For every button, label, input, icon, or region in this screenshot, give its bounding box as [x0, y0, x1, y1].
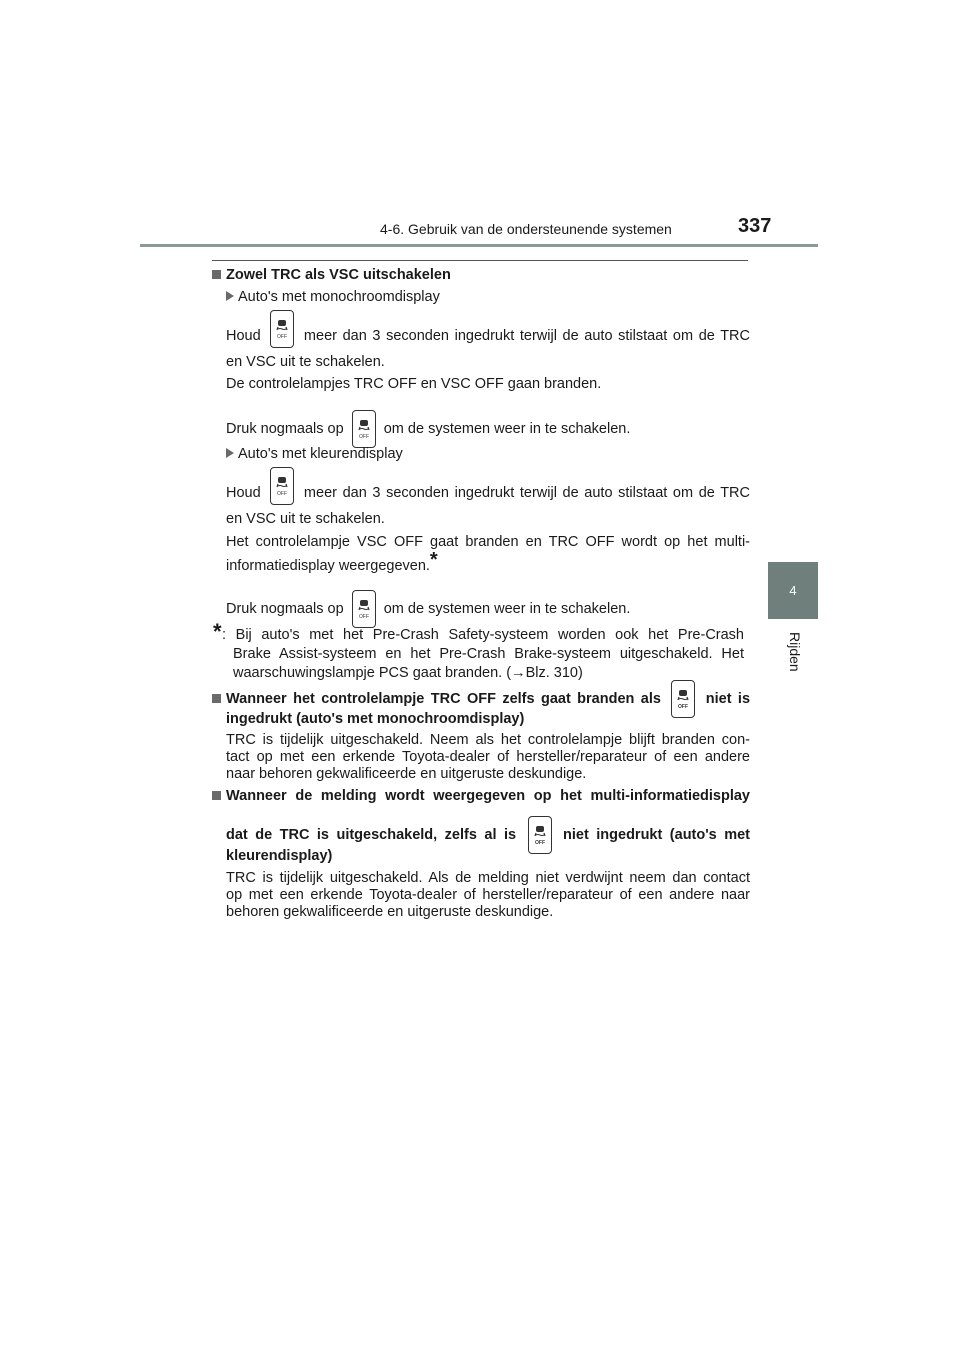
triangle-bullet-icon [226, 291, 234, 301]
footnote-marker: * [429, 549, 438, 571]
svg-text:OFF: OFF [358, 434, 369, 440]
section-heading-cont: dat de TRC is uitgeschakeld, zelfs al is OFF niet ingedrukt (auto's met [226, 816, 750, 854]
svg-text:OFF: OFF [277, 334, 288, 341]
result-line: De controlelampjes TRC OFF en VSC OFF gaan branden. [226, 376, 602, 392]
svg-text:OFF: OFF [678, 704, 689, 710]
section-title: 4-6. Gebruik van de ondersteunende systemen [380, 221, 672, 237]
sub-heading: Auto's met monochroomdisplay [226, 288, 750, 306]
instruction-line: Houd OFF meer dan 3 seconden ingedrukt terwijl de auto stilstaat om de TRC [226, 481, 750, 505]
section-heading-cont: kleurendisplay) [226, 848, 333, 864]
chapter-tab: 4 [768, 562, 818, 619]
body-line: naar behoren gekwalificeerde en uitgeruste deskundige. [226, 766, 587, 782]
triangle-bullet-icon [226, 448, 234, 458]
footnote-star: * [213, 619, 222, 644]
body-line: tact op met een erkende Toyota-dealer of hersteller/reparateur of een andere [226, 749, 750, 765]
section-heading: Wanneer de melding wordt weergegeven op het multi-informatiedisplay [226, 788, 750, 804]
page-number: 337 [738, 215, 772, 237]
svg-text:OFF: OFF [277, 491, 288, 498]
header-divider [140, 244, 818, 247]
body-line: TRC is tijdelijk uitgeschakeld. Als de melding niet verdwijnt neem dan contact [226, 870, 750, 886]
vsc-off-button-icon [352, 410, 376, 448]
result-line-cont: informatiedisplay weergegeven.* [226, 549, 438, 574]
chapter-label: Rijden [787, 632, 803, 672]
footnote-line: : Bij auto's met het Pre-Crash Safety-systeem worden ook het Pre-Crash [222, 627, 744, 643]
square-bullet-icon [212, 268, 221, 282]
square-bullet-icon [212, 692, 221, 706]
instruction-line-cont: en VSC uit te schakelen. [226, 354, 385, 370]
vsc-off-button-icon [352, 590, 376, 628]
svg-text:OFF: OFF [534, 840, 545, 846]
instruction-line-cont: en VSC uit te schakelen. [226, 511, 385, 527]
body-line: op met een erkende Toyota-dealer of hersteller/reparateur of een andere naar [226, 887, 750, 903]
result-line: Het controlelampje VSC OFF gaat branden en TRC OFF wordt op het multi- [226, 534, 750, 550]
vsc-off-button-icon [270, 310, 294, 348]
section-heading: Zowel TRC als VSC uitschakelen [226, 267, 451, 283]
vsc-off-button-icon [270, 467, 294, 505]
body-line: TRC is tijdelijk uitgeschakeld. Neem als het controlelampje blijft branden con- [226, 732, 750, 748]
square-bullet-icon [212, 789, 221, 803]
footnote-line: waarschuwingslampje PCS gaat branden. (→Blz. 310) [233, 665, 583, 681]
sub-heading: Auto's met kleurendisplay [226, 445, 750, 463]
instruction-line: Houd OFF meer dan 3 seconden ingedrukt terwijl de auto stilstaat om de TRC [226, 324, 750, 348]
footnote-line: Brake Assist-systeem en het Pre-Crash Brake-systeem uitgeschakeld. Het [233, 646, 744, 662]
body-line: behoren gekwalificeerde en uitgeruste deskundige. [226, 904, 554, 920]
section-heading: Wanneer het controlelampje TRC OFF zelfs gaat branden als OFF niet is [226, 680, 750, 718]
svg-text:OFF: OFF [358, 614, 369, 620]
section-heading-cont: ingedrukt (auto's met monochroomdisplay) [226, 711, 525, 727]
reenable-line: Druk nogmaals op OFF om de systemen weer in te schakelen. [226, 590, 750, 628]
reenable-line: Druk nogmaals op OFF om de systemen weer in te schakelen. [226, 410, 750, 448]
content-divider [212, 260, 748, 261]
